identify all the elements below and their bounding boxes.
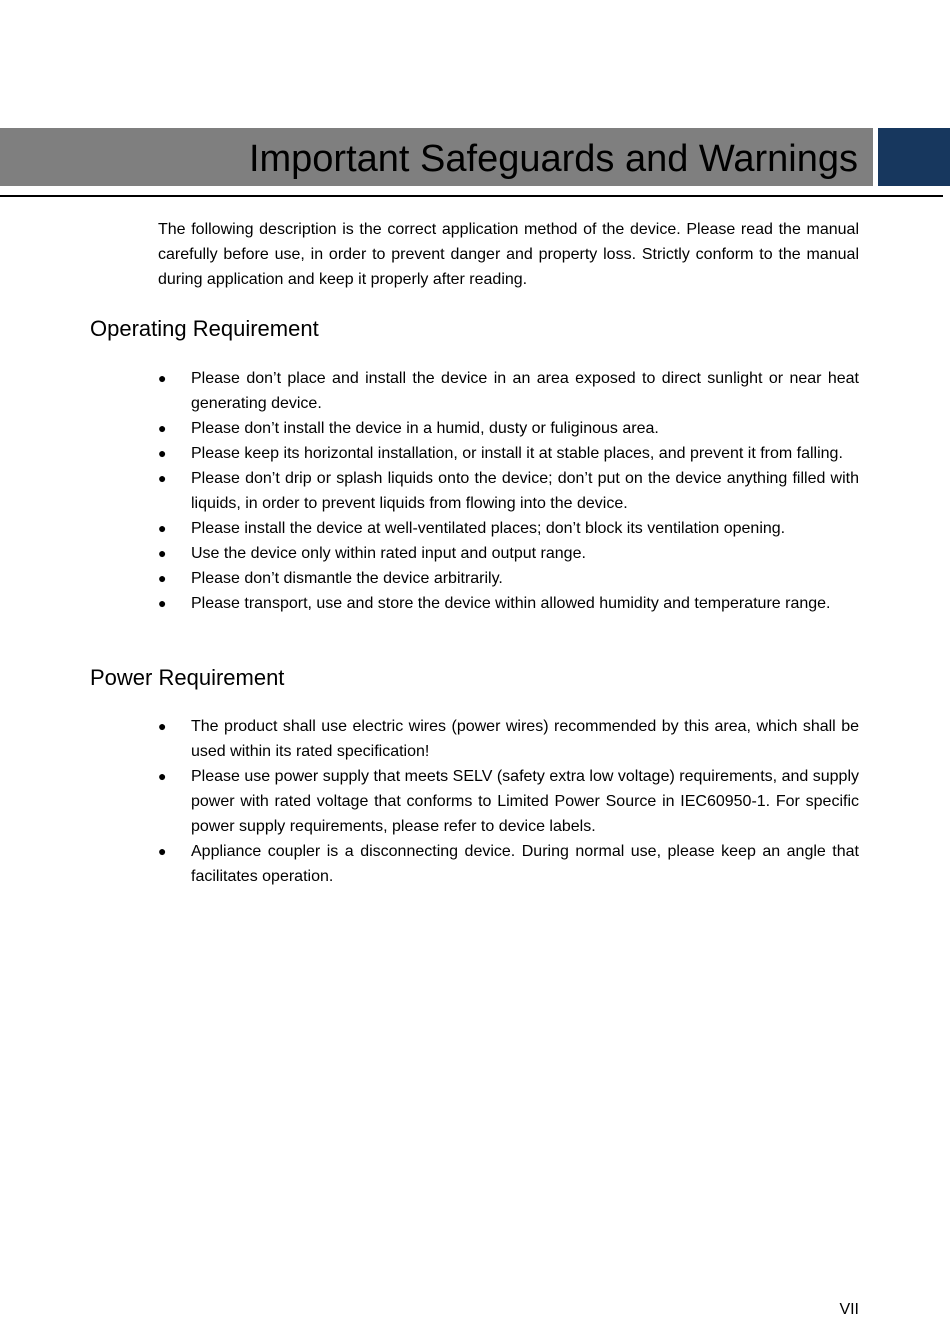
list-item-text: Please don’t install the device in a humid, dusty or fuliginous area. (191, 420, 659, 437)
list-item (158, 566, 859, 591)
bullet-icon: ● (158, 570, 167, 586)
list-item-text: Please don’t dismantle the device arbitrarily. (191, 570, 503, 587)
list-item-text: Appliance coupler is a disconnecting device. During normal use, please keep an angle that facilitates operation. (191, 843, 859, 885)
list-item (158, 764, 859, 839)
bullet-icon: ● (158, 370, 167, 386)
list-item (158, 416, 859, 441)
list-item (158, 516, 859, 541)
section-heading-power: Power Requirement (90, 665, 285, 690)
list-item-text: The product shall use electric wires (power wires) recommended by this area, which shall be used within its rated specification! (191, 718, 859, 760)
list-item (158, 591, 859, 616)
bullet-icon: ● (158, 545, 167, 561)
list-item (158, 366, 859, 416)
list-item-text: Please keep its horizontal installation, or install it at stable places, and prevent it from falling. (191, 445, 843, 462)
power-requirement-list (158, 714, 859, 889)
bullet-icon: ● (158, 470, 167, 486)
bullet-icon: ● (158, 520, 167, 536)
list-item-text: Please don’t place and install the device in an area exposed to direct sunlight or near heat generating device. (191, 370, 859, 412)
list-item-text: Please don’t drip or splash liquids onto the device; don’t put on the device anything filled with liquids, in order to prevent liquids from flowing into the device. (191, 470, 859, 512)
list-item-text: Use the device only within rated input and output range. (191, 545, 586, 562)
bullet-icon: ● (158, 718, 167, 734)
bullet-icon: ● (158, 843, 167, 859)
list-item (158, 441, 859, 466)
page-title: Important Safeguards and Warnings (248, 138, 858, 180)
bullet-icon: ● (158, 595, 167, 611)
list-item-text: Please install the device at well-ventilated places; don’t block its ventilation opening. (191, 520, 786, 537)
section-heading-operating: Operating Requirement (90, 316, 319, 341)
title-divider (0, 195, 943, 197)
bullet-icon: ● (158, 420, 167, 436)
bullet-icon: ● (158, 768, 167, 784)
intro-paragraph: The following description is the correct application method of the device. Please read the manual carefully before use, in order to prevent danger and property loss. Strictly conform to the manual during application and keep it properly after reading. (158, 221, 859, 288)
list-item (158, 466, 859, 516)
title-accent-block (878, 128, 950, 186)
list-item (158, 541, 859, 566)
list-item (158, 714, 859, 764)
list-item-text: Please transport, use and store the device within allowed humidity and temperature range. (191, 595, 831, 612)
bullet-icon: ● (158, 445, 167, 461)
page-number: VII (839, 1301, 859, 1318)
list-item (158, 839, 859, 889)
operating-requirement-list (158, 366, 859, 616)
list-item-text: Please use power supply that meets SELV (safety extra low voltage) requirements, and supply power with rated voltage that conforms to Limited Power Source in IEC60950-1. For specific power supply requirements, please refer to device labels. (191, 768, 859, 835)
